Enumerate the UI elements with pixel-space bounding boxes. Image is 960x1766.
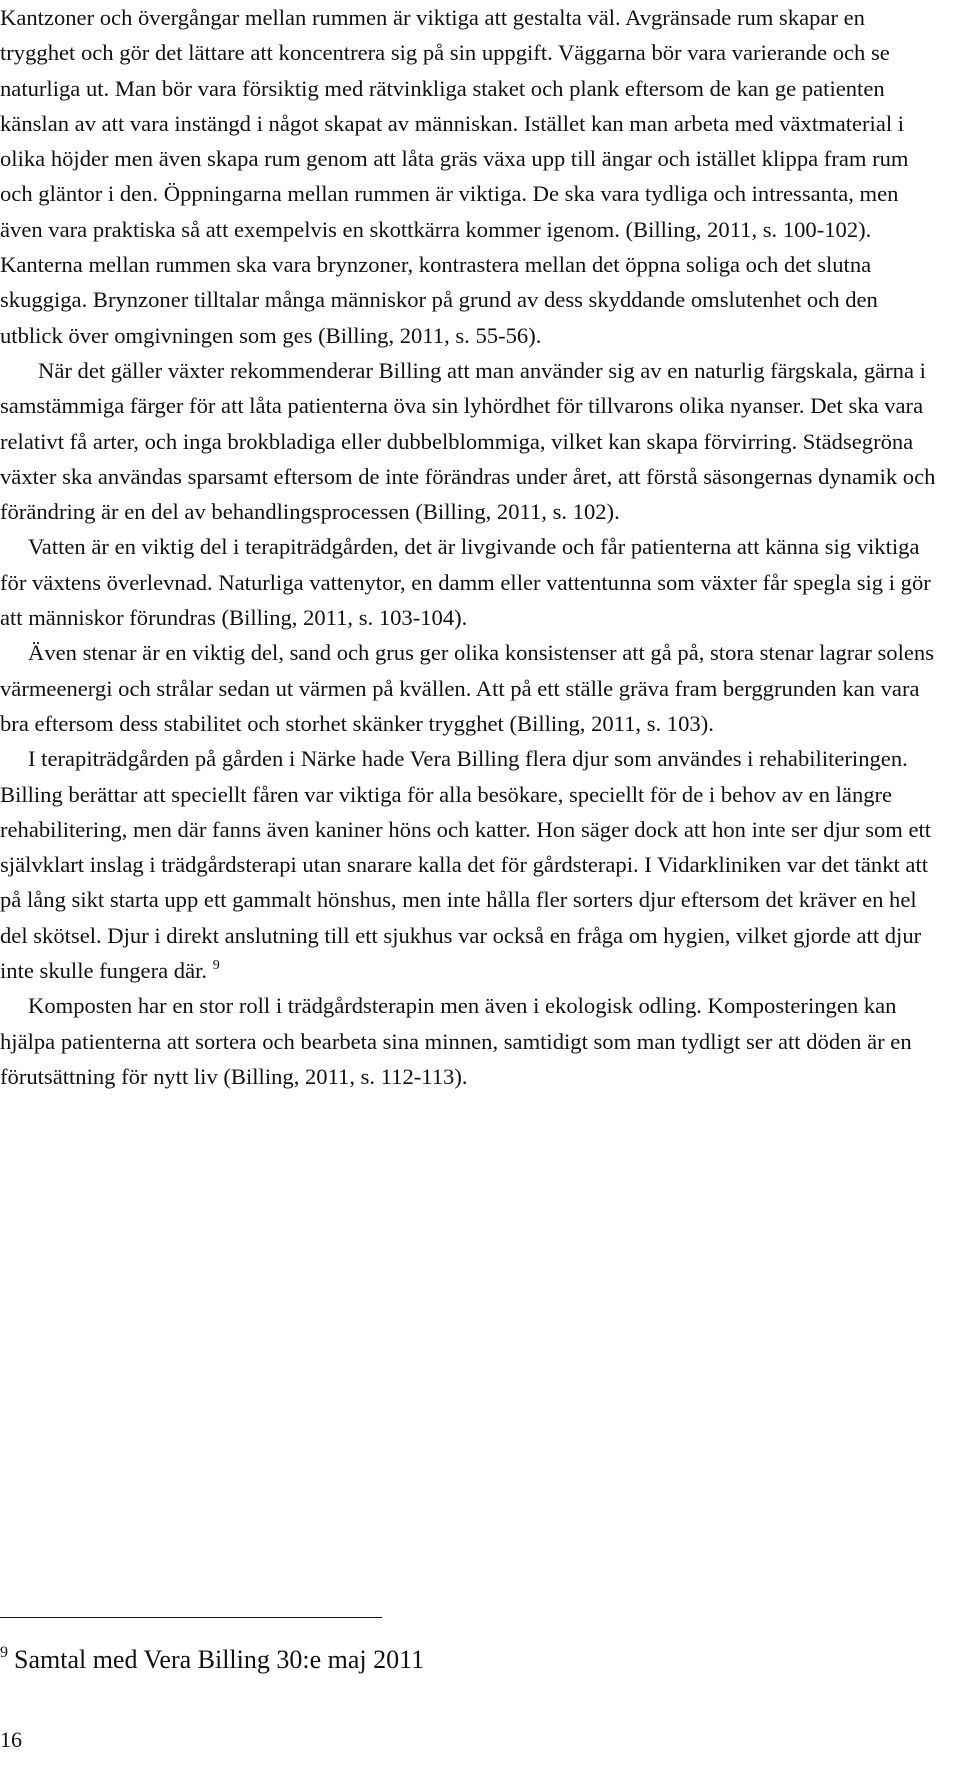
- paragraph-rooms: Kantzoner och övergångar mellan rummen är viktiga att gestalta väl. Avgränsade rum skapar en trygghet och gör det lättare att koncentrera sig på sin uppgift. Väggarna bör vara varierande och se naturliga ut. Man bör vara försiktig med rätvinkliga staket och plank eftersom de kan ge patienten känslan av att vara instängd i något skapat av människan. Istället kan man arbeta med växtmaterial i olika höjder men även skapa rum genom att låta gräs växa upp till ängar och istället klippa fram rum och gläntor i den. Öppningarna mellan rummen är viktiga. De ska vara tydliga och intressanta, men även vara praktiska så att exempelvis en skottkärra kommer igenom. (Billing, 2011, s. 100-102). Kanterna mellan rummen ska vara brynzoner, kontrastera mellan det öppna soliga och det slutna skuggiga. Brynzoner tilltalar många människor på grund av dess skyddande omslutenhet och den utblick över omgivningen som ges (Billing, 2011, s. 55-56).: [0, 5, 909, 348]
- footnote-number: 9: [0, 1644, 8, 1661]
- paragraph-stones: Även stenar är en viktig del, sand och grus ger olika konsistenser att gå på, stora stenar lagrar solens värmeenergi och strålar sedan ut värmen på kvällen. Att på ett ställe gräva fram berggrunden kan vara bra eftersom dess stabilitet och storhet skänker trygghet (Billing, 2011, s. 103).: [0, 640, 934, 736]
- paragraph-water: Vatten är en viktig del i terapiträdgården, det är livgivande och får patienterna att känna sig viktiga för växtens överlevnad. Naturliga vattenytor, en damm eller vattentunna som växter får spegla sig i gör att människor förundras (Billing, 2011, s. 103-104).: [0, 534, 931, 631]
- paragraph-compost: Komposten har en stor roll i trädgårdsterapin men även i ekologisk odling. Komposteringen kan hjälpa patienterna att sortera och bearbeta sina minnen, samtidigt som man tydligt ser att döden är en förutsättning för nytt liv (Billing, 2011, s. 112-113).: [0, 993, 912, 1089]
- footnote-reference: 9: [212, 958, 220, 974]
- footnote: [0, 1640, 424, 1680]
- paragraph-plants: När det gäller växter rekommenderar Billing att man använder sig av en naturlig färgskala, gärna i samstämmiga färger för att låta patienterna öva sin lyhördhet för tillvarons olika nyanser. Det ska vara relativt få arter, och inga brokbladiga eller dubbelblommiga, vilket kan skapa förvirring. Städsegröna växter ska användas sparsamt eftersom de inte förändras under året, att förstå säsongernas dynamik och förändring är en del av behandlingsprocessen (Billing, 2011, s. 102).: [0, 357, 936, 525]
- page-number: 16: [0, 1727, 22, 1752]
- footnote-separator: [0, 1617, 382, 1618]
- paragraph-animals-text: I terapiträdgården på gården i Närke hade Vera Billing flera djur som användes i rehabiliteringen. Billing berättar att speciellt fåren var viktiga för alla besökare, speciellt för de i behov av en längre rehabilitering, men där fanns även kaniner höns och katter. Hon säger dock att hon inte ser djur som ett självklart inslag i trädgårdsterapi utan snarare kalla det för gårdsterapi. I Vidarkliniken var det tänkt att på lång sikt starta upp ett gammalt hönshus, men inte hålla fler sorters djur eftersom det kräver en hel del skötsel. Djur i direkt anslutning till ett sjukhus var också en fråga om hygien, vilket gjorde att djur inte skulle fungera där.: [0, 746, 932, 984]
- paragraph-animals: [0, 741, 945, 988]
- footnote-text: Samtal med Vera Billing 30:e maj 2011: [14, 1645, 425, 1674]
